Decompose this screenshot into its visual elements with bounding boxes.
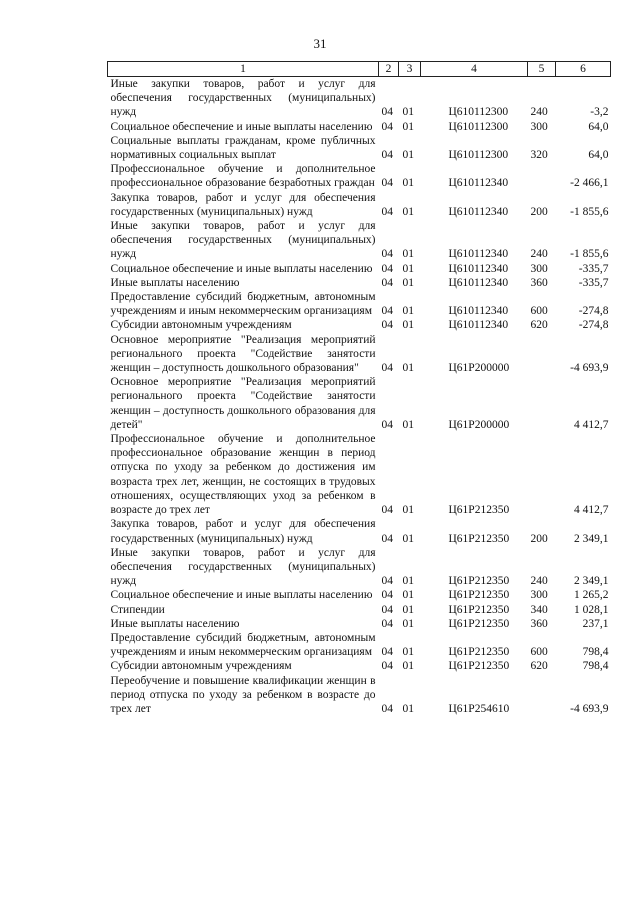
row-amount: 64,0 bbox=[588, 120, 609, 133]
row-subsection: 01 bbox=[402, 177, 414, 190]
row-subsection: 01 bbox=[402, 504, 414, 517]
row-target-article: Ц610112340 bbox=[448, 305, 509, 318]
row-name: Иные выплаты населению bbox=[110, 276, 240, 289]
row-subsection: 01 bbox=[402, 603, 414, 616]
row-subsection: 01 bbox=[402, 205, 414, 218]
table-row bbox=[108, 219, 611, 262]
table-row bbox=[108, 617, 611, 631]
row-section: 04 bbox=[381, 262, 393, 275]
row-name: Основное мероприятие "Реализация мероприятий регионального проекта "Содействие занятости женщин – доступность дошкольного образования для детей" bbox=[110, 376, 376, 431]
row-amount: -1 855,6 bbox=[570, 248, 609, 261]
table-row bbox=[108, 120, 611, 134]
table-row bbox=[108, 333, 611, 376]
table-row bbox=[108, 318, 611, 332]
column-header-target-article: 4 bbox=[421, 62, 528, 77]
row-subsection: 01 bbox=[402, 106, 414, 119]
row-subsection: 01 bbox=[402, 305, 414, 318]
row-target-article: Ц61Р254610 bbox=[448, 702, 510, 715]
row-section: 04 bbox=[381, 205, 393, 218]
row-section: 04 bbox=[381, 248, 393, 261]
row-subsection: 01 bbox=[402, 532, 414, 545]
row-section: 04 bbox=[381, 589, 393, 602]
row-name: Субсидии автономным учреждениям bbox=[110, 319, 292, 332]
row-target-article: Ц610112340 bbox=[448, 276, 509, 289]
row-name: Предоставление субсидий бюджетным, автономным учреждениям и иным некоммерческим организациям bbox=[110, 291, 376, 318]
row-target-article: Ц61Р212350 bbox=[448, 603, 510, 616]
row-section: 04 bbox=[381, 702, 393, 715]
table-row bbox=[108, 262, 611, 276]
table-row bbox=[108, 276, 611, 290]
row-expense-group: 300 bbox=[530, 120, 548, 133]
row-amount: -335,7 bbox=[578, 262, 609, 275]
row-expense-group bbox=[528, 375, 556, 432]
table-row bbox=[108, 659, 611, 673]
table-body bbox=[108, 77, 611, 717]
table-row bbox=[108, 162, 611, 190]
row-section: 04 bbox=[381, 532, 393, 545]
row-expense-group: 620 bbox=[530, 319, 548, 332]
row-name: Закупка товаров, работ и услуг для обеспечения государственных (муниципальных) нужд bbox=[110, 191, 376, 218]
row-expense-group: 240 bbox=[530, 248, 548, 261]
row-name: Профессиональное обучение и дополнительное профессиональное образование женщин в период отпуска по уходу за ребенком до достижения им возраста трех лет, женщин, не состоящих в трудовых отношениях, осуществляющих уход за ребенком в возрасте до трех лет bbox=[110, 433, 376, 517]
row-expense-group: 240 bbox=[530, 106, 548, 119]
row-name: Иные закупки товаров, работ и услуг для обеспечения государственных (муниципальных) нужд bbox=[110, 220, 376, 261]
row-expense-group: 240 bbox=[530, 575, 548, 588]
row-name: Основное мероприятие "Реализация мероприятий регионального проекта "Содействие занятости женщин – доступность дошкольного образования" bbox=[110, 333, 376, 375]
row-expense-group bbox=[528, 333, 556, 376]
row-expense-group: 620 bbox=[530, 660, 548, 673]
row-target-article: Ц61Р212350 bbox=[448, 589, 510, 602]
row-amount: 64,0 bbox=[588, 149, 609, 162]
row-expense-group: 300 bbox=[530, 589, 548, 602]
row-name: Иные закупки товаров, работ и услуг для обеспечения государственных (муниципальных) нужд bbox=[110, 546, 376, 588]
row-name: Переобучение и повышение квалификации женщин в период отпуска по уходу за ребенком в возрасте до трех лет bbox=[110, 674, 376, 715]
row-section: 04 bbox=[381, 646, 393, 659]
row-subsection: 01 bbox=[402, 276, 414, 289]
table-row bbox=[108, 191, 611, 219]
row-target-article: Ц61Р212350 bbox=[448, 532, 510, 545]
row-amount: 1 265,2 bbox=[574, 589, 609, 602]
column-header-subsection: 3 bbox=[399, 62, 421, 77]
row-name: Иные выплаты населению bbox=[110, 617, 240, 630]
row-name: Закупка товаров, работ и услуг для обеспечения государственных (муниципальных) нужд bbox=[110, 518, 376, 545]
row-section: 04 bbox=[381, 120, 393, 133]
row-expense-group bbox=[528, 162, 556, 190]
row-name: Предоставление субсидий бюджетным, автономным учреждениям и иным некоммерческим организациям bbox=[110, 631, 376, 659]
row-amount: 798,4 bbox=[582, 646, 609, 659]
row-expense-group: 340 bbox=[530, 603, 548, 616]
row-subsection: 01 bbox=[402, 319, 414, 332]
row-section: 04 bbox=[381, 617, 393, 630]
row-target-article: Ц610112340 bbox=[448, 205, 509, 218]
table-row bbox=[108, 290, 611, 318]
row-amount: 2 349,1 bbox=[574, 532, 609, 545]
row-target-article: Ц61Р212350 bbox=[448, 575, 510, 588]
row-section: 04 bbox=[381, 504, 393, 517]
row-amount: -4 693,9 bbox=[570, 362, 609, 375]
row-target-article: Ц61Р212350 bbox=[448, 504, 510, 517]
page-number: 31 bbox=[313, 36, 327, 51]
row-subsection: 01 bbox=[402, 660, 414, 673]
table-row bbox=[108, 603, 611, 617]
row-name: Профессиональное обучение и дополнительное профессиональное образование безработных граждан bbox=[110, 163, 376, 190]
row-target-article: Ц610112340 bbox=[448, 262, 509, 275]
row-expense-group bbox=[528, 432, 556, 517]
row-subsection: 01 bbox=[402, 418, 414, 431]
row-expense-group: 600 bbox=[530, 646, 548, 659]
row-amount: -4 693,9 bbox=[570, 702, 609, 715]
row-section: 04 bbox=[381, 603, 393, 616]
table-row bbox=[108, 375, 611, 432]
row-target-article: Ц61Р212350 bbox=[448, 617, 510, 630]
row-target-article: Ц610112300 bbox=[448, 106, 509, 119]
row-target-article: Ц61Р212350 bbox=[448, 660, 510, 673]
row-target-article: Ц610112300 bbox=[448, 120, 509, 133]
row-subsection: 01 bbox=[402, 248, 414, 261]
row-name: Социальное обеспечение и иные выплаты населению bbox=[110, 262, 373, 275]
row-target-article: Ц610112300 bbox=[448, 149, 509, 162]
table-row bbox=[108, 588, 611, 602]
row-target-article: Ц61Р212350 bbox=[448, 646, 510, 659]
row-section: 04 bbox=[381, 106, 393, 119]
row-name: Субсидии автономным учреждениям bbox=[110, 660, 292, 673]
row-expense-group bbox=[528, 674, 556, 717]
table-row bbox=[108, 77, 611, 120]
row-name: Социальное обеспечение и иные выплаты населению bbox=[110, 589, 373, 602]
row-expense-group: 360 bbox=[530, 617, 548, 630]
row-expense-group: 600 bbox=[530, 305, 548, 318]
row-subsection: 01 bbox=[402, 617, 414, 630]
row-amount: -274,8 bbox=[578, 319, 609, 332]
row-target-article: Ц610112340 bbox=[448, 177, 509, 190]
row-subsection: 01 bbox=[402, 646, 414, 659]
row-target-article: Ц610112340 bbox=[448, 248, 509, 261]
row-expense-group: 200 bbox=[530, 205, 548, 218]
row-section: 04 bbox=[381, 575, 393, 588]
table-row bbox=[108, 517, 611, 545]
row-section: 04 bbox=[381, 177, 393, 190]
row-section: 04 bbox=[381, 149, 393, 162]
row-expense-group: 200 bbox=[530, 532, 548, 545]
table-row bbox=[108, 134, 611, 162]
row-amount: -3,2 bbox=[590, 106, 609, 119]
table-row bbox=[108, 432, 611, 517]
row-target-article: Ц610112340 bbox=[448, 319, 509, 332]
row-amount: 2 349,1 bbox=[574, 575, 609, 588]
row-subsection: 01 bbox=[402, 149, 414, 162]
row-expense-group: 300 bbox=[530, 262, 548, 275]
row-amount: 4 412,7 bbox=[574, 418, 609, 431]
row-amount: 1 028,1 bbox=[574, 603, 609, 616]
row-name: Социальные выплаты гражданам, кроме публичных нормативных социальных выплат bbox=[110, 134, 376, 162]
column-header-section: 2 bbox=[379, 62, 399, 77]
table-row bbox=[108, 674, 611, 717]
column-header-name: 1 bbox=[108, 62, 379, 77]
table-row bbox=[108, 546, 611, 589]
row-subsection: 01 bbox=[402, 362, 414, 375]
row-section: 04 bbox=[381, 319, 393, 332]
row-section: 04 bbox=[381, 362, 393, 375]
row-amount: 798,4 bbox=[582, 660, 609, 673]
row-target-article: Ц61Р200000 bbox=[448, 418, 510, 431]
row-target-article: Ц61Р200000 bbox=[448, 362, 510, 375]
row-section: 04 bbox=[381, 660, 393, 673]
row-amount: -274,8 bbox=[578, 305, 609, 318]
row-amount: 237,1 bbox=[582, 617, 609, 630]
table-row bbox=[108, 631, 611, 659]
row-subsection: 01 bbox=[402, 589, 414, 602]
row-section: 04 bbox=[381, 418, 393, 431]
row-section: 04 bbox=[381, 305, 393, 318]
row-subsection: 01 bbox=[402, 120, 414, 133]
budget-table bbox=[107, 61, 611, 716]
row-expense-group: 320 bbox=[530, 149, 548, 162]
row-amount: 4 412,7 bbox=[574, 504, 609, 517]
column-header-expense-group: 5 bbox=[528, 62, 556, 77]
row-name: Социальное обеспечение и иные выплаты населению bbox=[110, 120, 373, 133]
row-amount: -2 466,1 bbox=[570, 177, 609, 190]
row-subsection: 01 bbox=[402, 262, 414, 275]
row-expense-group: 360 bbox=[530, 276, 548, 289]
table-header bbox=[108, 62, 611, 77]
row-subsection: 01 bbox=[402, 702, 414, 715]
row-name: Стипендии bbox=[110, 603, 165, 616]
row-amount: -335,7 bbox=[578, 276, 609, 289]
row-section: 04 bbox=[381, 276, 393, 289]
row-subsection: 01 bbox=[402, 575, 414, 588]
column-header-amount: 6 bbox=[556, 62, 611, 77]
row-amount: -1 855,6 bbox=[570, 205, 609, 218]
row-name: Иные закупки товаров, работ и услуг для обеспечения государственных (муниципальных) нужд bbox=[110, 78, 376, 119]
